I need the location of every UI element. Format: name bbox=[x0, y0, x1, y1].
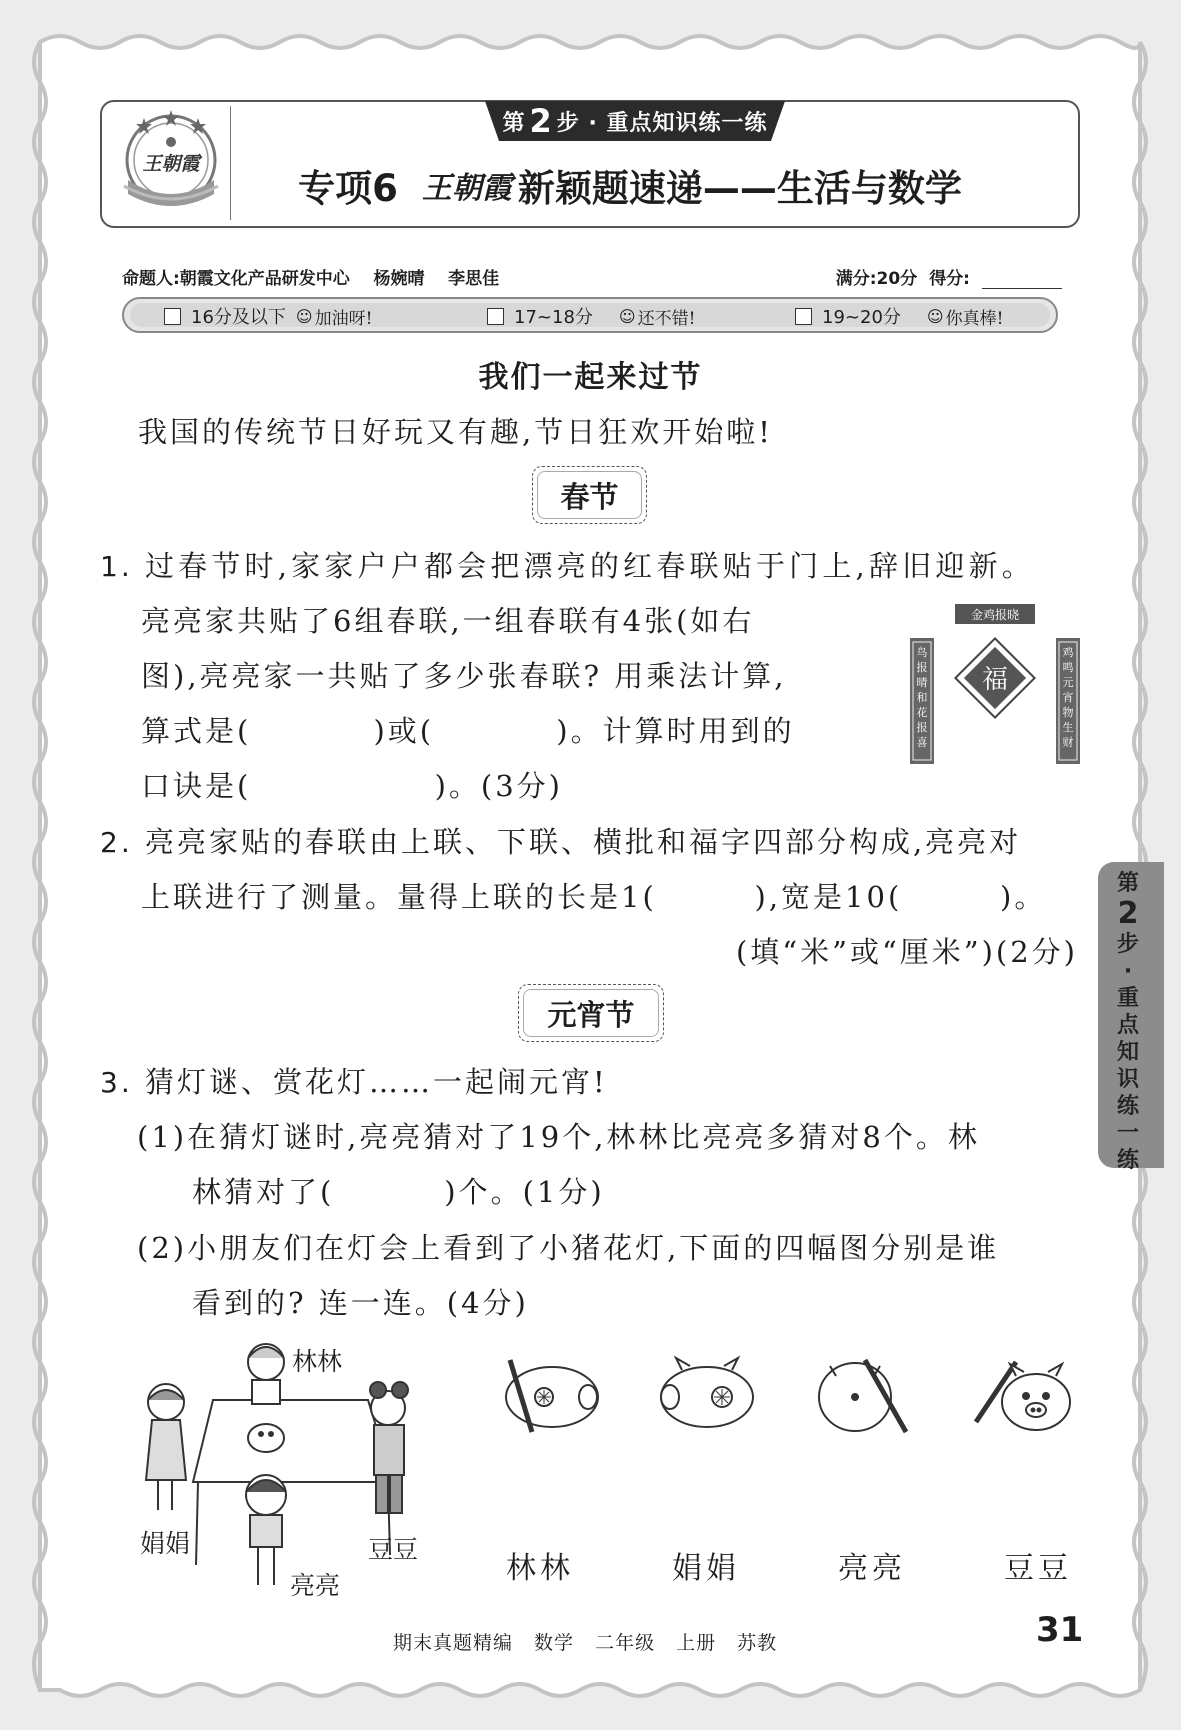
rating-comment: 还不错! bbox=[637, 308, 696, 329]
kid-name-right: 豆豆 bbox=[368, 1535, 419, 1564]
rating-range: 19~20分 bbox=[822, 307, 901, 328]
page-title bbox=[240, 160, 1020, 210]
svg-text:生: 生 bbox=[1062, 721, 1074, 734]
spring-couplet-illustration bbox=[905, 598, 1085, 768]
meta-row bbox=[122, 264, 1062, 288]
side-tab-number: 2 bbox=[1117, 896, 1139, 931]
authors: 命题人:朝霞文化产品研发中心 杨婉晴 李思佳 bbox=[122, 269, 500, 289]
svg-text:宵: 宵 bbox=[1062, 691, 1074, 704]
smiley-icon: ☺ bbox=[618, 306, 636, 326]
svg-text:鸣: 鸣 bbox=[1062, 661, 1074, 674]
story-intro: 我国的传统节日好玩又有趣,节日狂欢开始啦! bbox=[138, 415, 773, 449]
kid-name-left: 娟娟 bbox=[140, 1529, 191, 1558]
rating-checkbox-mid[interactable] bbox=[487, 308, 504, 325]
q2-line3: (填“米”或“厘米”)(2分) bbox=[735, 935, 1078, 969]
fu-character: 福 bbox=[981, 665, 1009, 695]
score-input-line[interactable] bbox=[982, 269, 1062, 289]
q3-part1-line2: 林猜对了( )个。(1分) bbox=[192, 1175, 605, 1209]
side-tab-char: 练 bbox=[1116, 1148, 1139, 1173]
couplet-banner: 金鸡报晓 bbox=[970, 608, 1020, 622]
side-tab-char: 一 bbox=[1116, 1121, 1139, 1146]
q3-part2-line2: 看到的? 连一连。(4分) bbox=[192, 1286, 529, 1320]
score-label: 得分: bbox=[929, 269, 970, 289]
step-number: 2 bbox=[529, 102, 553, 140]
svg-text:花: 花 bbox=[916, 706, 928, 719]
q2-line1: 2. 亮亮家贴的春联由上联、下联、横批和福字四部分构成,亮亮对 bbox=[100, 825, 1022, 859]
rating-range: 17~18分 bbox=[514, 307, 593, 328]
q1-line5: 口诀是( )。(3分) bbox=[141, 769, 563, 803]
story-title: 我们一起来过节 bbox=[478, 360, 703, 395]
rating-range: 16分及以下 bbox=[191, 307, 286, 328]
q1-line2: 亮亮家共贴了6组春联,一组春联有4张(如右 bbox=[141, 604, 755, 638]
side-tab-char: 点 bbox=[1116, 1013, 1139, 1038]
answer-name-3[interactable]: 亮亮 bbox=[838, 1551, 906, 1586]
pig-lantern-view-2[interactable] bbox=[652, 1352, 762, 1437]
section-tag-lantern bbox=[518, 984, 664, 1042]
rating-item-low bbox=[164, 305, 372, 327]
svg-text:和: 和 bbox=[916, 691, 928, 704]
pig-lantern-view-4[interactable] bbox=[966, 1352, 1076, 1437]
svg-text:报: 报 bbox=[916, 721, 928, 734]
title-brand: 王朝霞 bbox=[421, 171, 512, 206]
q3-part1-line1: (1)在猜灯谜时,亮亮猜对了19个,林林比亮亮多猜对8个。林 bbox=[137, 1120, 980, 1154]
rating-comment: 你真棒! bbox=[945, 308, 1004, 329]
answer-name-4[interactable]: 豆豆 bbox=[1004, 1551, 1072, 1586]
svg-text:鸟: 鸟 bbox=[916, 646, 928, 659]
pig-lantern-view-3[interactable] bbox=[810, 1352, 920, 1437]
svg-text:物: 物 bbox=[1062, 706, 1074, 719]
svg-text:晴: 晴 bbox=[916, 676, 928, 689]
page-number: 31 bbox=[1036, 1610, 1084, 1650]
pig-lantern-view-1[interactable] bbox=[492, 1352, 602, 1437]
svg-text:喜: 喜 bbox=[916, 736, 928, 749]
section-tag-label: 元宵节 bbox=[547, 997, 635, 1032]
section-code: 专项6 bbox=[298, 167, 398, 210]
svg-text:鸡: 鸡 bbox=[1062, 646, 1074, 659]
q1-number: 1. bbox=[100, 550, 133, 583]
step-prefix: 第 bbox=[502, 110, 526, 136]
rating-comment: 加油呀! bbox=[314, 308, 373, 329]
q3-line1: 3. 猜灯谜、赏花灯……一起闹元宵! bbox=[100, 1065, 608, 1099]
logo-text: 王朝霞 bbox=[142, 153, 200, 175]
svg-text:元: 元 bbox=[1062, 676, 1074, 689]
answer-name-2[interactable]: 娟娟 bbox=[672, 1551, 740, 1586]
q3-number: 3. bbox=[100, 1066, 133, 1099]
score-area bbox=[836, 264, 1062, 289]
brand-logo bbox=[114, 108, 228, 218]
side-tab-char: 第 bbox=[1116, 871, 1139, 896]
answer-name-1[interactable]: 林林 bbox=[506, 1551, 574, 1586]
step-suffix: 步 · 重点知识练一练 bbox=[556, 110, 768, 136]
q1-line4: 算式是( )或( )。计算时用到的 bbox=[141, 714, 795, 748]
side-tab-char: 知 bbox=[1116, 1040, 1139, 1065]
side-tab-char: 练 bbox=[1116, 1094, 1139, 1119]
section-tag-spring bbox=[532, 466, 647, 524]
rating-checkbox-high[interactable] bbox=[795, 308, 812, 325]
title-text: 新颖题速递——生活与数学 bbox=[517, 167, 962, 210]
side-tab-char: 识 bbox=[1116, 1067, 1139, 1092]
full-score: 满分:20分 bbox=[835, 269, 918, 289]
side-tab-char: 重 bbox=[1116, 986, 1139, 1011]
svg-text:报: 报 bbox=[916, 661, 928, 674]
side-tab-char: · bbox=[1123, 959, 1133, 984]
q2-number: 2. bbox=[100, 826, 133, 859]
q3-part2-line1: (2)小朋友们在灯会上看到了小猪花灯,下面的四幅图分别是谁 bbox=[137, 1231, 1000, 1265]
kid-name-bottom: 亮亮 bbox=[290, 1571, 341, 1600]
step-label bbox=[485, 101, 785, 141]
rating-checkbox-low[interactable] bbox=[164, 308, 181, 325]
logo-divider bbox=[230, 106, 231, 220]
footer-book-info: 期末真题精编 数学 二年级 上册 苏教 bbox=[393, 1632, 778, 1654]
side-tab-label bbox=[1098, 870, 1158, 1174]
kid-name-top: 林林 bbox=[292, 1347, 343, 1376]
smiley-icon: ☺ bbox=[926, 306, 944, 326]
q2-line2: 上联进行了测量。量得上联的长是1( ),宽是10( )。 bbox=[141, 880, 1047, 914]
rating-item-mid bbox=[487, 305, 695, 327]
q1-line1: 1. 过春节时,家家户户都会把漂亮的红春联贴于门上,辞旧迎新。 bbox=[100, 549, 1035, 583]
svg-text:财: 财 bbox=[1062, 736, 1074, 749]
side-tab-char: 步 bbox=[1116, 932, 1139, 957]
rating-item-high bbox=[795, 305, 1003, 327]
section-tag-label: 春节 bbox=[560, 479, 619, 514]
q1-line3: 图),亮亮家一共贴了多少张春联? 用乘法计算, bbox=[141, 659, 787, 693]
smiley-icon: ☺ bbox=[295, 306, 313, 326]
